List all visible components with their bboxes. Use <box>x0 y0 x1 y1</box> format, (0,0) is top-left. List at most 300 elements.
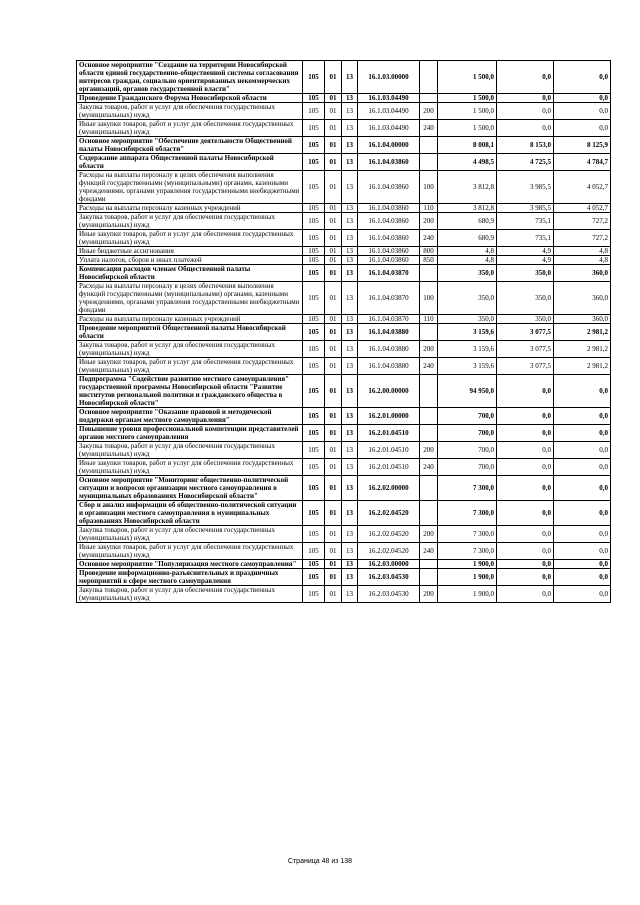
amount-year2-cell: 0,0 <box>497 501 554 526</box>
ved-code-cell: 105 <box>303 315 325 324</box>
ved-code-cell: 105 <box>303 154 325 171</box>
table-row <box>77 324 611 341</box>
expense-type-cell: 200 <box>420 213 438 230</box>
subsection-code-cell: 13 <box>342 171 358 204</box>
subsection-code-cell: 13 <box>342 247 358 256</box>
amount-year1-cell: 700,0 <box>438 459 497 476</box>
row-name-cell: Иные закупки товаров, работ и услуг для обеспечения государственных (муниципальных) нужд <box>77 543 303 560</box>
section-code-cell: 01 <box>325 247 342 256</box>
amount-year1-cell: 94 950,0 <box>438 375 497 408</box>
subsection-code-cell: 13 <box>342 213 358 230</box>
target-article-cell: 16.1.04.03860 <box>358 154 420 171</box>
section-code-cell: 01 <box>325 324 342 341</box>
section-code-cell: 01 <box>325 442 342 459</box>
ved-code-cell: 105 <box>303 94 325 103</box>
expense-type-cell <box>420 324 438 341</box>
section-code-cell: 01 <box>325 154 342 171</box>
row-name-cell: Расходы на выплаты персоналу казенных учреждений <box>77 204 303 213</box>
amount-year1-cell: 3 159,6 <box>438 358 497 375</box>
section-code-cell: 01 <box>325 315 342 324</box>
row-name-cell: Закупка товаров, работ и услуг для обеспечения государственных (муниципальных) нужд <box>77 341 303 358</box>
target-article-cell: 16.1.04.03860 <box>358 213 420 230</box>
row-name-cell: Закупка товаров, работ и услуг для обеспечения государственных (муниципальных) нужд <box>77 586 303 603</box>
row-name-cell: Уплата налогов, сборов и иных платежей <box>77 256 303 265</box>
expense-type-cell: 100 <box>420 171 438 204</box>
table-row <box>77 543 611 560</box>
expense-type-cell <box>420 408 438 425</box>
amount-year3-cell: 0,0 <box>554 425 611 442</box>
ved-code-cell: 105 <box>303 408 325 425</box>
amount-year3-cell: 0,0 <box>554 61 611 94</box>
section-code-cell: 01 <box>325 120 342 137</box>
amount-year3-cell: 4,8 <box>554 256 611 265</box>
row-name-cell: Расходы на выплаты персоналу в целях обеспечения выполнения функций государственными (муниципальными) органами, казенными учреждениями, органами управления государственными внебюджетными фондами <box>77 282 303 315</box>
expense-type-cell <box>420 569 438 586</box>
amount-year2-cell: 0,0 <box>497 61 554 94</box>
ved-code-cell: 105 <box>303 526 325 543</box>
table-row <box>77 560 611 569</box>
amount-year3-cell: 360,0 <box>554 315 611 324</box>
budget-table <box>76 60 611 603</box>
subsection-code-cell: 13 <box>342 282 358 315</box>
ved-code-cell: 105 <box>303 213 325 230</box>
amount-year1-cell: 3 159,6 <box>438 324 497 341</box>
expense-type-cell: 200 <box>420 103 438 120</box>
ved-code-cell: 105 <box>303 341 325 358</box>
target-article-cell: 16.1.04.03880 <box>358 358 420 375</box>
ved-code-cell: 105 <box>303 586 325 603</box>
ved-code-cell: 105 <box>303 265 325 282</box>
amount-year1-cell: 680,9 <box>438 230 497 247</box>
amount-year2-cell: 0,0 <box>497 560 554 569</box>
amount-year1-cell: 350,0 <box>438 315 497 324</box>
table-row <box>77 154 611 171</box>
section-code-cell: 01 <box>325 408 342 425</box>
subsection-code-cell: 13 <box>342 154 358 171</box>
ved-code-cell: 105 <box>303 560 325 569</box>
table-row <box>77 247 611 256</box>
amount-year3-cell: 2 981,2 <box>554 358 611 375</box>
amount-year2-cell: 0,0 <box>497 442 554 459</box>
section-code-cell: 01 <box>325 501 342 526</box>
amount-year2-cell: 735,1 <box>497 230 554 247</box>
table-body <box>77 61 611 603</box>
amount-year2-cell: 0,0 <box>497 94 554 103</box>
ved-code-cell: 105 <box>303 256 325 265</box>
ved-code-cell: 105 <box>303 358 325 375</box>
amount-year3-cell: 4 052,7 <box>554 204 611 213</box>
ved-code-cell: 105 <box>303 501 325 526</box>
amount-year1-cell: 700,0 <box>438 442 497 459</box>
target-article-cell: 16.1.04.03860 <box>358 247 420 256</box>
table-row <box>77 282 611 315</box>
amount-year1-cell: 7 300,0 <box>438 526 497 543</box>
target-article-cell: 16.1.04.03870 <box>358 282 420 315</box>
table-row <box>77 408 611 425</box>
target-article-cell: 16.2.03.00000 <box>358 560 420 569</box>
expense-type-cell <box>420 61 438 94</box>
row-name-cell: Компенсация расходов членам Общественной палаты Новосибирской области <box>77 265 303 282</box>
amount-year2-cell: 4,9 <box>497 247 554 256</box>
amount-year2-cell: 0,0 <box>497 375 554 408</box>
ved-code-cell: 105 <box>303 282 325 315</box>
subsection-code-cell: 13 <box>342 375 358 408</box>
row-name-cell: Иные закупки товаров, работ и услуг для обеспечения государственных (муниципальных) нужд <box>77 459 303 476</box>
expense-type-cell: 200 <box>420 586 438 603</box>
subsection-code-cell: 13 <box>342 315 358 324</box>
amount-year3-cell: 0,0 <box>554 526 611 543</box>
subsection-code-cell: 13 <box>342 526 358 543</box>
subsection-code-cell: 13 <box>342 501 358 526</box>
subsection-code-cell: 13 <box>342 543 358 560</box>
amount-year2-cell: 3 077,5 <box>497 324 554 341</box>
amount-year3-cell: 0,0 <box>554 408 611 425</box>
amount-year3-cell: 0,0 <box>554 586 611 603</box>
target-article-cell: 16.1.04.03870 <box>358 315 420 324</box>
row-name-cell: Основное мероприятие "Создание на территории Новосибирской области единой государственно-общественной системы согласования интересов граждан, социально ориентированных некоммерческих организаций, органов государственной власти" <box>77 61 303 94</box>
ved-code-cell: 105 <box>303 230 325 247</box>
target-article-cell: 16.1.04.03880 <box>358 341 420 358</box>
amount-year1-cell: 700,0 <box>438 425 497 442</box>
amount-year1-cell: 680,9 <box>438 213 497 230</box>
amount-year3-cell: 8 125,9 <box>554 137 611 154</box>
target-article-cell: 16.2.02.04520 <box>358 501 420 526</box>
amount-year3-cell: 360,0 <box>554 265 611 282</box>
row-name-cell: Закупка товаров, работ и услуг для обеспечения государственных (муниципальных) нужд <box>77 442 303 459</box>
amount-year2-cell: 0,0 <box>497 543 554 560</box>
section-code-cell: 01 <box>325 204 342 213</box>
target-article-cell: 16.1.04.00000 <box>358 137 420 154</box>
target-article-cell: 16.1.03.04490 <box>358 94 420 103</box>
section-code-cell: 01 <box>325 586 342 603</box>
expense-type-cell: 800 <box>420 247 438 256</box>
section-code-cell: 01 <box>325 526 342 543</box>
amount-year3-cell: 4 784,7 <box>554 154 611 171</box>
target-article-cell: 16.2.02.04520 <box>358 543 420 560</box>
row-name-cell: Сбор и анализ информации об общественно-политической ситуации и организации местного самоуправления в муниципальных образованиях Новосибирской области <box>77 501 303 526</box>
amount-year2-cell: 0,0 <box>497 120 554 137</box>
subsection-code-cell: 13 <box>342 459 358 476</box>
target-article-cell: 16.1.03.00000 <box>358 61 420 94</box>
table-row <box>77 442 611 459</box>
target-article-cell: 16.2.01.04510 <box>358 425 420 442</box>
section-code-cell: 01 <box>325 171 342 204</box>
amount-year2-cell: 350,0 <box>497 265 554 282</box>
subsection-code-cell: 13 <box>342 61 358 94</box>
row-name-cell: Основное мероприятие "Оказание правовой и методической поддержки органам местного самоуправления" <box>77 408 303 425</box>
amount-year1-cell: 1 500,0 <box>438 103 497 120</box>
ved-code-cell: 105 <box>303 425 325 442</box>
amount-year1-cell: 1 500,0 <box>438 94 497 103</box>
amount-year1-cell: 7 300,0 <box>438 476 497 501</box>
table-row <box>77 569 611 586</box>
target-article-cell: 16.2.01.00000 <box>358 408 420 425</box>
amount-year2-cell: 3 077,5 <box>497 358 554 375</box>
row-name-cell: Повышение уровня профессиональной компетенции представителей органов местного самоуправления <box>77 425 303 442</box>
row-name-cell: Содержание аппарата Общественной палаты Новосибирской области <box>77 154 303 171</box>
subsection-code-cell: 13 <box>342 442 358 459</box>
row-name-cell: Проведение Гражданского Форума Новосибирской области <box>77 94 303 103</box>
expense-type-cell: 200 <box>420 526 438 543</box>
amount-year3-cell: 727,2 <box>554 213 611 230</box>
amount-year3-cell: 2 981,2 <box>554 341 611 358</box>
ved-code-cell: 105 <box>303 120 325 137</box>
section-code-cell: 01 <box>325 341 342 358</box>
section-code-cell: 01 <box>325 569 342 586</box>
amount-year1-cell: 700,0 <box>438 408 497 425</box>
subsection-code-cell: 13 <box>342 265 358 282</box>
expense-type-cell: 240 <box>420 543 438 560</box>
expense-type-cell <box>420 154 438 171</box>
ved-code-cell: 105 <box>303 324 325 341</box>
subsection-code-cell: 13 <box>342 230 358 247</box>
amount-year3-cell: 0,0 <box>554 569 611 586</box>
section-code-cell: 01 <box>325 560 342 569</box>
ved-code-cell: 105 <box>303 103 325 120</box>
amount-year2-cell: 0,0 <box>497 103 554 120</box>
subsection-code-cell: 13 <box>342 586 358 603</box>
row-name-cell: Расходы на выплаты персоналу казенных учреждений <box>77 315 303 324</box>
section-code-cell: 01 <box>325 103 342 120</box>
expense-type-cell: 240 <box>420 120 438 137</box>
amount-year1-cell: 1 900,0 <box>438 569 497 586</box>
section-code-cell: 01 <box>325 375 342 408</box>
amount-year1-cell: 3 812,8 <box>438 204 497 213</box>
amount-year2-cell: 0,0 <box>497 526 554 543</box>
amount-year2-cell: 3 985,5 <box>497 171 554 204</box>
amount-year2-cell: 350,0 <box>497 315 554 324</box>
table-row <box>77 230 611 247</box>
target-article-cell: 16.1.04.03870 <box>358 265 420 282</box>
row-name-cell: Расходы на выплаты персоналу в целях обеспечения выполнения функций государственными (муниципальными) органами, казенными учреждениями, органами управления государственными внебюджетными фондами <box>77 171 303 204</box>
section-code-cell: 01 <box>325 61 342 94</box>
expense-type-cell: 240 <box>420 358 438 375</box>
section-code-cell: 01 <box>325 459 342 476</box>
amount-year3-cell: 0,0 <box>554 442 611 459</box>
expense-type-cell <box>420 94 438 103</box>
expense-type-cell <box>420 476 438 501</box>
table-row <box>77 425 611 442</box>
subsection-code-cell: 13 <box>342 94 358 103</box>
section-code-cell: 01 <box>325 265 342 282</box>
amount-year1-cell: 1 900,0 <box>438 560 497 569</box>
amount-year1-cell: 3 812,8 <box>438 171 497 204</box>
table-row <box>77 375 611 408</box>
amount-year3-cell: 0,0 <box>554 120 611 137</box>
table-row <box>77 256 611 265</box>
amount-year2-cell: 3 985,5 <box>497 204 554 213</box>
row-name-cell: Закупка товаров, работ и услуг для обеспечения государственных (муниципальных) нужд <box>77 103 303 120</box>
amount-year2-cell: 4,9 <box>497 256 554 265</box>
table-row <box>77 586 611 603</box>
amount-year3-cell: 0,0 <box>554 543 611 560</box>
section-code-cell: 01 <box>325 358 342 375</box>
subsection-code-cell: 13 <box>342 324 358 341</box>
row-name-cell: Иные бюджетные ассигнования <box>77 247 303 256</box>
amount-year1-cell: 7 300,0 <box>438 501 497 526</box>
target-article-cell: 16.1.04.03860 <box>358 230 420 247</box>
amount-year1-cell: 350,0 <box>438 282 497 315</box>
table-row <box>77 171 611 204</box>
expense-type-cell <box>420 375 438 408</box>
expense-type-cell: 110 <box>420 204 438 213</box>
row-name-cell: Закупка товаров, работ и услуг для обеспечения государственных (муниципальных) нужд <box>77 526 303 543</box>
amount-year2-cell: 0,0 <box>497 408 554 425</box>
expense-type-cell: 100 <box>420 282 438 315</box>
amount-year1-cell: 4 498,5 <box>438 154 497 171</box>
amount-year3-cell: 0,0 <box>554 103 611 120</box>
table-row <box>77 137 611 154</box>
subsection-code-cell: 13 <box>342 204 358 213</box>
amount-year2-cell: 8 153,0 <box>497 137 554 154</box>
amount-year3-cell: 0,0 <box>554 476 611 501</box>
amount-year3-cell: 4,8 <box>554 247 611 256</box>
table-row <box>77 265 611 282</box>
amount-year2-cell: 0,0 <box>497 459 554 476</box>
subsection-code-cell: 13 <box>342 569 358 586</box>
table-row <box>77 341 611 358</box>
subsection-code-cell: 13 <box>342 408 358 425</box>
expense-type-cell <box>420 501 438 526</box>
amount-year1-cell: 3 159,6 <box>438 341 497 358</box>
table-row <box>77 213 611 230</box>
amount-year3-cell: 0,0 <box>554 94 611 103</box>
ved-code-cell: 105 <box>303 442 325 459</box>
section-code-cell: 01 <box>325 230 342 247</box>
amount-year3-cell: 360,0 <box>554 282 611 315</box>
target-article-cell: 16.1.04.03860 <box>358 256 420 265</box>
row-name-cell: Иные закупки товаров, работ и услуг для обеспечения государственных (муниципальных) нужд <box>77 358 303 375</box>
subsection-code-cell: 13 <box>342 341 358 358</box>
ved-code-cell: 105 <box>303 569 325 586</box>
target-article-cell: 16.2.01.04510 <box>358 459 420 476</box>
expense-type-cell: 200 <box>420 341 438 358</box>
amount-year2-cell: 0,0 <box>497 586 554 603</box>
row-name-cell: Подпрограмма "Содействие развитию местного самоуправления" государственной программы Новосибирской области "Развитие институтов региональной политики и гражданского общества в Новосибирской области" <box>77 375 303 408</box>
ved-code-cell: 105 <box>303 459 325 476</box>
amount-year3-cell: 2 981,2 <box>554 324 611 341</box>
amount-year2-cell: 735,1 <box>497 213 554 230</box>
ved-code-cell: 105 <box>303 204 325 213</box>
expense-type-cell <box>420 137 438 154</box>
expense-type-cell <box>420 560 438 569</box>
amount-year1-cell: 4,8 <box>438 247 497 256</box>
table-row <box>77 61 611 94</box>
expense-type-cell <box>420 425 438 442</box>
subsection-code-cell: 13 <box>342 560 358 569</box>
subsection-code-cell: 13 <box>342 137 358 154</box>
section-code-cell: 01 <box>325 425 342 442</box>
table-row <box>77 526 611 543</box>
table-row <box>77 315 611 324</box>
amount-year3-cell: 0,0 <box>554 501 611 526</box>
subsection-code-cell: 13 <box>342 120 358 137</box>
amount-year2-cell: 0,0 <box>497 476 554 501</box>
row-name-cell: Иные закупки товаров, работ и услуг для обеспечения государственных (муниципальных) нужд <box>77 120 303 137</box>
section-code-cell: 01 <box>325 282 342 315</box>
amount-year2-cell: 4 725,5 <box>497 154 554 171</box>
target-article-cell: 16.1.04.03860 <box>358 204 420 213</box>
expense-type-cell: 200 <box>420 442 438 459</box>
target-article-cell: 16.2.02.00000 <box>358 476 420 501</box>
amount-year2-cell: 350,0 <box>497 282 554 315</box>
amount-year1-cell: 7 300,0 <box>438 543 497 560</box>
target-article-cell: 16.2.03.04530 <box>358 569 420 586</box>
target-article-cell: 16.2.01.04510 <box>358 442 420 459</box>
section-code-cell: 01 <box>325 543 342 560</box>
ved-code-cell: 105 <box>303 247 325 256</box>
amount-year1-cell: 1 500,0 <box>438 61 497 94</box>
table-row <box>77 358 611 375</box>
ved-code-cell: 105 <box>303 137 325 154</box>
ved-code-cell: 105 <box>303 375 325 408</box>
subsection-code-cell: 13 <box>342 256 358 265</box>
ved-code-cell: 105 <box>303 476 325 501</box>
subsection-code-cell: 13 <box>342 425 358 442</box>
amount-year3-cell: 0,0 <box>554 560 611 569</box>
target-article-cell: 16.2.00.00000 <box>358 375 420 408</box>
row-name-cell: Закупка товаров, работ и услуг для обеспечения государственных (муниципальных) нужд <box>77 213 303 230</box>
target-article-cell: 16.2.03.04530 <box>358 586 420 603</box>
amount-year3-cell: 727,2 <box>554 230 611 247</box>
row-name-cell: Проведение информационно-разъяснительных и праздничных мероприятий в сфере местного самоуправления <box>77 569 303 586</box>
target-article-cell: 16.1.03.04490 <box>358 103 420 120</box>
row-name-cell: Основное мероприятие "Обеспечение деятельности Общественной палаты Новосибирской области" <box>77 137 303 154</box>
expense-type-cell: 240 <box>420 459 438 476</box>
section-code-cell: 01 <box>325 256 342 265</box>
expense-type-cell: 850 <box>420 256 438 265</box>
ved-code-cell: 105 <box>303 543 325 560</box>
table-row <box>77 204 611 213</box>
target-article-cell: 16.1.03.04490 <box>358 120 420 137</box>
amount-year1-cell: 8 008,1 <box>438 137 497 154</box>
amount-year2-cell: 0,0 <box>497 569 554 586</box>
amount-year1-cell: 1 900,0 <box>438 586 497 603</box>
table-row <box>77 103 611 120</box>
subsection-code-cell: 13 <box>342 103 358 120</box>
section-code-cell: 01 <box>325 94 342 103</box>
amount-year2-cell: 0,0 <box>497 425 554 442</box>
ved-code-cell: 105 <box>303 61 325 94</box>
amount-year3-cell: 0,0 <box>554 459 611 476</box>
table-row <box>77 459 611 476</box>
row-name-cell: Иные закупки товаров, работ и услуг для обеспечения государственных (муниципальных) нужд <box>77 230 303 247</box>
expense-type-cell: 110 <box>420 315 438 324</box>
expense-type-cell <box>420 265 438 282</box>
ved-code-cell: 105 <box>303 171 325 204</box>
amount-year1-cell: 4,8 <box>438 256 497 265</box>
target-article-cell: 16.1.04.03880 <box>358 324 420 341</box>
subsection-code-cell: 13 <box>342 476 358 501</box>
section-code-cell: 01 <box>325 213 342 230</box>
table-row <box>77 94 611 103</box>
amount-year1-cell: 1 500,0 <box>438 120 497 137</box>
target-article-cell: 16.2.02.04520 <box>358 526 420 543</box>
table-row <box>77 501 611 526</box>
section-code-cell: 01 <box>325 476 342 501</box>
row-name-cell: Основное мероприятие "Мониторинг общественно-политической ситуации и вопросов организации местного самоуправления в муниципальных образованиях Новосибирской области" <box>77 476 303 501</box>
subsection-code-cell: 13 <box>342 358 358 375</box>
target-article-cell: 16.1.04.03860 <box>358 171 420 204</box>
amount-year2-cell: 3 077,5 <box>497 341 554 358</box>
table-row <box>77 120 611 137</box>
section-code-cell: 01 <box>325 137 342 154</box>
amount-year3-cell: 4 052,7 <box>554 171 611 204</box>
row-name-cell: Проведение мероприятий Общественной палаты Новосибирской области <box>77 324 303 341</box>
expense-type-cell: 240 <box>420 230 438 247</box>
row-name-cell: Основное мероприятие "Популяризация местного самоуправления" <box>77 560 303 569</box>
table-row <box>77 476 611 501</box>
